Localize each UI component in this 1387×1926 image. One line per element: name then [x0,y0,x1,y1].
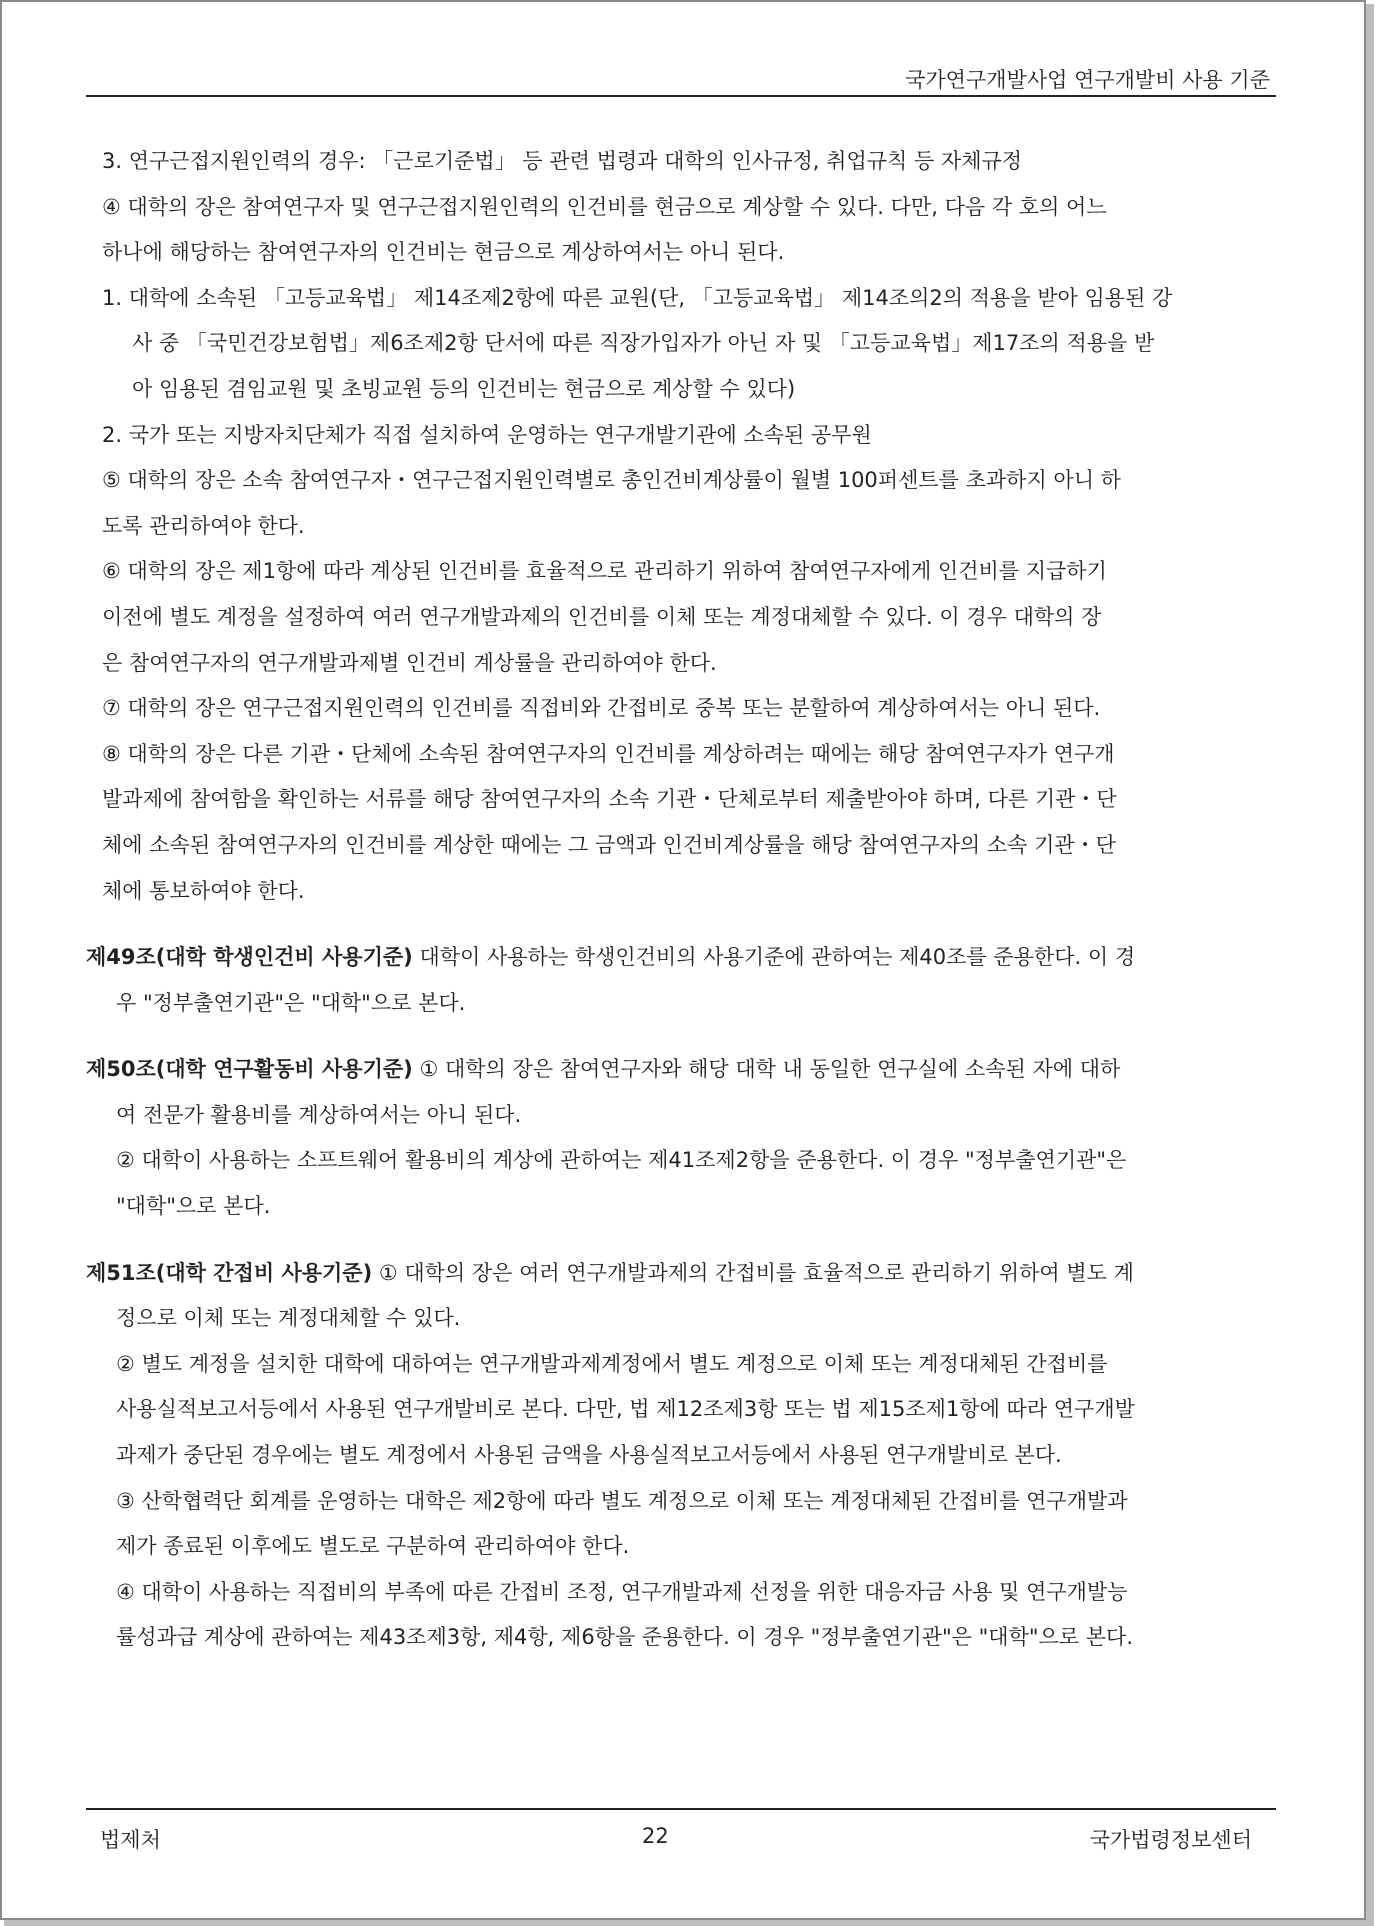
article-line: 과제가 중단된 경우에는 별도 계정에서 사용된 금액을 사용실적보고서등에서 사용된 연구개발비로 본다. [116,1443,1062,1468]
body-line: ⑧ 대학의 장은 다른 기관・단체에 소속된 참여연구자의 인건비를 계상하려는 때에는 해당 참여연구자가 연구개 [102,741,1115,766]
body-line: 이전에 별도 계정을 설정하여 여러 연구개발과제의 인건비를 이체 또는 계정대체할 수 있다. 이 경우 대학의 장 [102,604,1102,629]
article-line: 률성과급 계상에 관하여는 제43조제3항, 제4항, 제6항을 준용한다. 이 경우 "정부출연기관"은 "대학"으로 본다. [116,1625,1134,1650]
body-line: 체에 통보하여야 한다. [102,878,305,903]
body-line: 은 참여연구자의 연구개발과제별 인건비 계상률을 관리하여야 한다. [102,650,717,675]
body-line: 체에 소속된 참여연구자의 인건비를 계상한 때에는 그 금액과 인건비계상률을 해당 참여연구자의 소속 기관・단 [102,832,1116,857]
page-header-title: 국가연구개발사업 연구개발비 사용 기준 [905,68,1270,92]
body-line: 3. 연구근접지원인력의 경우: 「근로기준법」 등 관련 법령과 대학의 인사규정, 취업규칙 등 자체규정 [102,149,1023,173]
page-number: 22 [642,1824,669,1848]
article-line: 정으로 이체 또는 계정대체할 수 있다. [116,1306,461,1331]
body-line: 하나에 해당하는 참여연구자의 인건비는 현금으로 계상하여서는 아니 된다. [102,240,785,265]
article-line: "대학"으로 본다. [116,1194,271,1219]
article-line: ② 대학이 사용하는 소프트웨어 활용비의 계상에 관하여는 제41조제2항을 준용한다. 이 경우 "정부출연기관"은 [116,1148,1127,1173]
article-heading: 제49조(대학 학생인건비 사용기준) [86,945,413,970]
article-first-line [86,935,1277,981]
article-line: 우 "정부출연기관"은 "대학"으로 본다. [116,990,466,1015]
page-shadow-bottom [4,1920,1374,1926]
article-50 [86,1047,1277,1229]
footer-publisher: 법제처 [100,1828,161,1852]
page-shadow-right [1366,4,1374,1920]
body-line: 2. 국가 또는 지방자치단체가 직접 설치하여 운영하는 연구개발기관에 소속된 공무원 [102,422,872,447]
body-line: ⑥ 대학의 장은 제1항에 따라 계상된 인건비를 효율적으로 관리하기 위하여 참여연구자에게 인건비를 지급하기 [102,559,1107,584]
body-line: ⑦ 대학의 장은 연구근접지원인력의 인건비를 직접비와 간접비로 중복 또는 분할하여 계상하여서는 아니 된다. [102,696,1101,721]
article-line: ③ 산학협력단 회계를 운영하는 대학은 제2항에 따라 별도 계정으로 이체 또는 계정대체된 간접비를 연구개발과 [116,1488,1128,1513]
body-line: 아 임용된 겸임교원 및 초빙교원 등의 인건비는 현금으로 계상할 수 있다) [132,376,796,401]
article-first-line [86,1251,1277,1297]
article-first-line [86,1047,1277,1093]
article-heading: 제50조(대학 연구활동비 사용기준) [86,1057,413,1082]
article-line: ② 별도 계정을 설치한 대학에 대하여는 연구개발과제계정에서 별도 계정으로 이체 또는 계정대체된 간접비를 [116,1351,1108,1376]
body-line: ⑤ 대학의 장은 소속 참여연구자・연구근접지원인력별로 총인건비계상률이 월별 100퍼센트를 초과하지 아니 하 [102,468,1121,493]
footer-rule [86,1808,1276,1810]
document-body [86,139,1277,1661]
body-line: 발과제에 참여함을 확인하는 서류를 해당 참여연구자의 소속 기관・단체로부터 제출받아야 하며, 다른 기관・단 [102,787,1117,812]
article-line: ④ 대학이 사용하는 직접비의 부족에 따른 간접비 조정, 연구개발과제 선정을 위한 대응자금 사용 및 연구개발능 [116,1579,1128,1604]
article-text: ① 대학의 장은 참여연구자와 해당 대학 내 동일한 연구실에 소속된 자에 대하 [412,1057,1121,1082]
article-text: 대학이 사용하는 학생인건비의 사용기준에 관하여는 제40조를 준용한다. 이 경 [412,945,1136,970]
body-line: 사 중 「국민건강보험법」제6조제2항 단서에 따른 직장가입자가 아닌 자 및 「고등교육법」제17조의 적용을 받 [132,331,1155,356]
article-line: 여 전문가 활용비를 계상하여서는 아니 된다. [116,1102,522,1127]
body-line: 도록 관리하여야 한다. [102,513,305,538]
header-rule [86,95,1276,97]
article-51 [86,1251,1277,1661]
article-49 [86,935,1277,1026]
article-line: 사용실적보고서등에서 사용된 연구개발비로 본다. 다만, 법 제12조제3항 또는 법 제15조제1항에 따라 연구개발 [116,1397,1135,1422]
body-line: 1. 대학에 소속된 「고등교육법」 제14조제2항에 따른 교원(단, 「고등교육법」 제14조의2의 적용을 받아 임용된 강 [102,285,1173,310]
article-heading: 제51조(대학 간접비 사용기준) [86,1260,373,1285]
article-text: ① 대학의 장은 여러 연구개발과제의 간접비를 효율적으로 관리하기 위하여 별도 계 [372,1260,1134,1285]
article-line: 제가 종료된 이후에도 별도로 구분하여 관리하여야 한다. [116,1534,630,1559]
footer-source: 국가법령정보센터 [1089,1828,1252,1852]
body-line: ④ 대학의 장은 참여연구자 및 연구근접지원인력의 인건비를 현금으로 계상할 수 있다. 다만, 다음 각 호의 어느 [102,194,1107,219]
